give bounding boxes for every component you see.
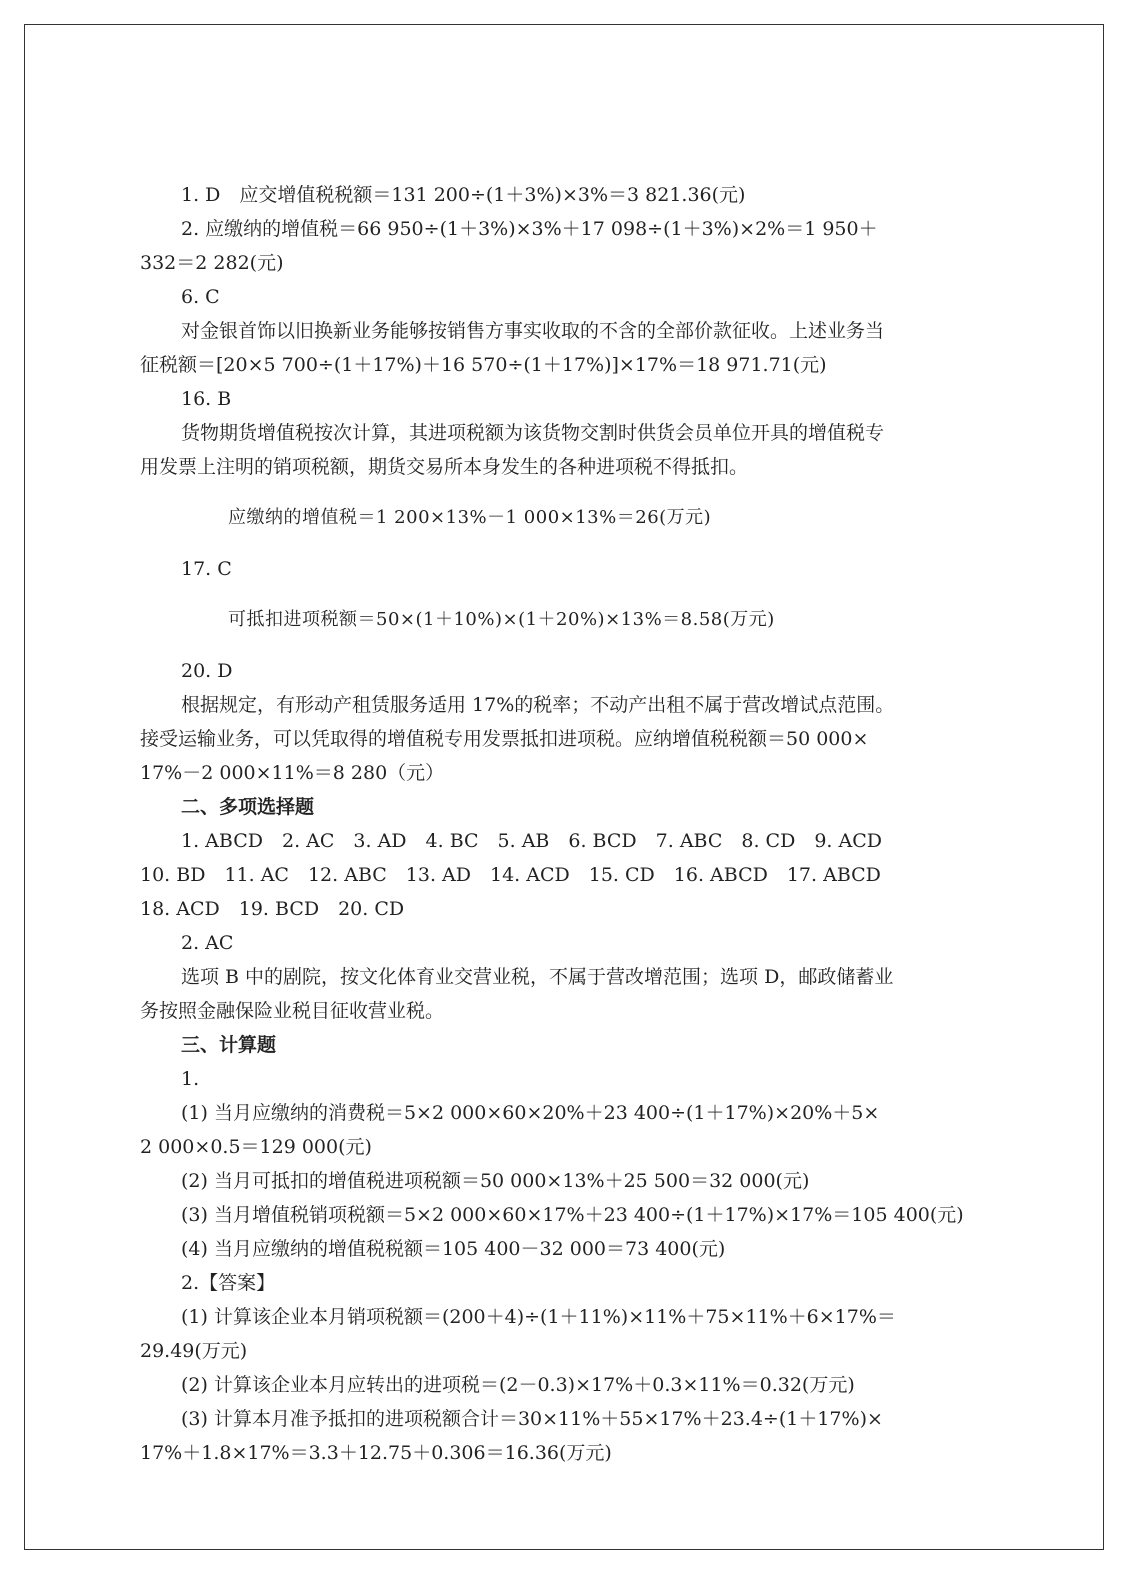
answer-6: 6. C <box>181 286 220 308</box>
section-heading-multiple-choice: 二、多项选择题 <box>181 796 315 818</box>
answer-20-text: 根据规定，有形动产租赁服务适用 17%的税率；不动产出租不属于营改增试点范围。 <box>181 694 895 716</box>
spacer <box>140 586 1000 603</box>
spacer <box>140 637 1000 654</box>
answer-6-text: 对金银首饰以旧换新业务能够按销售方事实收取的不含的全部价款征收。上述业务当 <box>181 320 885 342</box>
calc-1-part-1: (1) 当月应缴纳的消费税＝5×2 000×60×20%＋23 400÷(1＋17%)×20%＋5× <box>181 1102 880 1124</box>
answer-6-formula: 征税额＝[20×5 700÷(1＋17%)＋16 570÷(1＋17%)]×17%＝18 971.71(元) <box>140 354 827 376</box>
answer-20: 20. D <box>181 660 233 682</box>
answer-2: 2. 应缴纳的增值税＝66 950÷(1＋3%)×3%＋17 098÷(1＋3%)×2%＝1 950＋ <box>181 218 878 240</box>
multiple-choice-answers: 18. ACD 19. BCD 20. CD <box>140 898 405 920</box>
mc-answer-2-text: 选项 B 中的剧院，按文化体育业交营业税，不属于营改增范围；选项 D，邮政储蓄业 <box>181 966 894 988</box>
answer-16-text-cont: 用发票上注明的销项税额，期货交易所本身发生的各种进项税不得抵扣。 <box>140 456 749 478</box>
answer-2-cont: 332＝2 282(元) <box>140 252 284 274</box>
spacer <box>140 535 1000 552</box>
answer-16-formula: 应缴纳的增值税＝1 200×13%－1 000×13%＝26(万元) <box>228 507 712 528</box>
multiple-choice-answers: 1. ABCD 2. AC 3. AD 4. BC 5. AB 6. BCD 7. ABC 8. CD 9. ACD <box>181 830 882 852</box>
calc-1: 1. <box>181 1068 200 1090</box>
multiple-choice-answers: 10. BD 11. AC 12. ABC 13. AD 14. ACD 15. CD 16. ABCD 17. ABCD <box>140 864 881 886</box>
calc-1-part-4: (4) 当月应缴纳的增值税税额＝105 400－32 000＝73 400(元) <box>181 1238 726 1260</box>
calc-2-part-3-cont: 17%＋1.8×17%＝3.3＋12.75＋0.306＝16.36(万元) <box>140 1442 612 1464</box>
answer-text <box>140 178 1000 1470</box>
calc-2-part-1-cont: 29.49(万元) <box>140 1340 248 1362</box>
section-heading-calculation: 三、计算题 <box>181 1034 277 1056</box>
answer-17-formula: 可抵扣进项税额＝50×(1＋10%)×(1＋20%)×13%＝8.58(万元) <box>228 609 775 630</box>
calc-2-part-3: (3) 计算本月准予抵扣的进项税额合计＝30×11%＋55×17%＋23.4÷(1＋17%)× <box>181 1408 883 1430</box>
answer-20-text-cont: 接受运输业务，可以凭取得的增值税专用发票抵扣进项税。应纳增值税税额＝50 000× <box>140 728 869 750</box>
answer-16-text: 货物期货增值税按次计算，其进项税额为该货物交割时供货会员单位开具的增值税专 <box>181 422 885 444</box>
calc-2-part-1: (1) 计算该企业本月销项税额＝(200＋4)÷(1＋11%)×11%＋75×11%＋6×17%＝ <box>181 1306 896 1328</box>
answer-20-formula: 17%－2 000×11%＝8 280（元） <box>140 762 445 784</box>
spacer <box>140 484 1000 501</box>
calc-1-part-3: (3) 当月增值税销项税额＝5×2 000×60×17%＋23 400÷(1＋17%)×17%＝105 400(元) <box>181 1204 964 1226</box>
answer-1: 1. D 应交增值税税额＝131 200÷(1＋3%)×3%＝3 821.36(元) <box>181 184 746 206</box>
calc-2-answer-label: 2.【答案】 <box>181 1272 276 1294</box>
answer-17: 17. C <box>181 558 232 580</box>
mc-answer-2-text-cont: 务按照金融保险业税目征收营业税。 <box>140 1000 445 1022</box>
calc-2-part-2: (2) 计算该企业本月应转出的进项税＝(2－0.3)×17%＋0.3×11%＝0.32(万元) <box>181 1374 855 1396</box>
answer-16: 16. B <box>181 388 232 410</box>
mc-answer-2: 2. AC <box>181 932 234 954</box>
calc-1-part-2: (2) 当月可抵扣的增值税进项税额＝50 000×13%＋25 500＝32 000(元) <box>181 1170 810 1192</box>
calc-1-part-1-cont: 2 000×0.5＝129 000(元) <box>140 1136 372 1158</box>
